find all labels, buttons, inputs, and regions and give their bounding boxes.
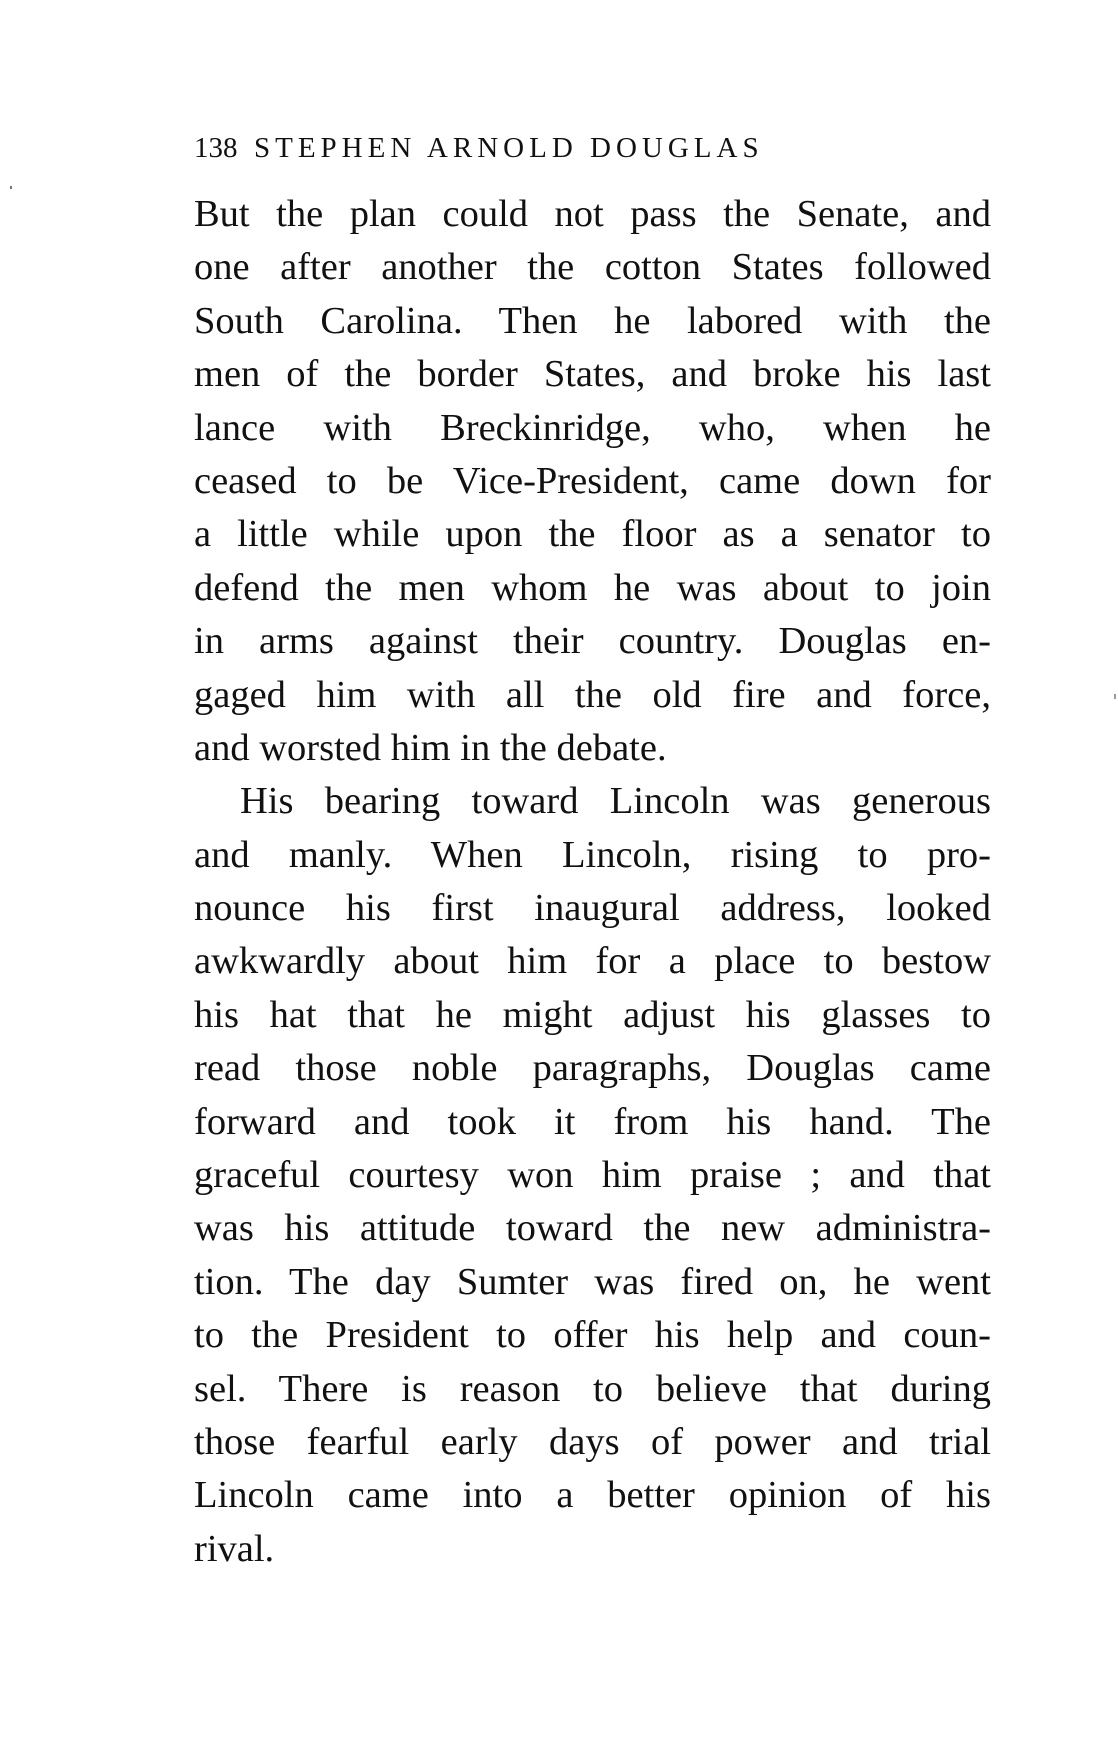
body-text [194, 188, 991, 1576]
text-line: sel. There is reason to believe that during [194, 1367, 991, 1410]
text-line: nounce his first inaugural address, looked [194, 887, 991, 930]
text-line: one after another the cotton States followed [194, 246, 991, 289]
running-head [194, 128, 994, 168]
text-line: forward and took it from his hand. The [194, 1100, 991, 1143]
text-line: lance with Breckinridge, who, when he [194, 406, 991, 449]
text-line: graceful courtesy won him praise ; and that [194, 1154, 991, 1197]
text-line: ceased to be Vice-President, came down for [194, 459, 991, 502]
text-line: defend the men whom he was about to join [194, 566, 991, 609]
text-line: and manly. When Lincoln, rising to pro- [194, 833, 991, 876]
text-line: Lincoln came into a better opinion of his [194, 1474, 991, 1517]
text-line: tion. The day Sumter was fired on, he went [194, 1260, 991, 1303]
text-line: was his attitude toward the new administra- [194, 1207, 991, 1250]
text-line: his hat that he might adjust his glasses to [194, 993, 991, 1036]
text-line: in arms against their country. Douglas en- [194, 620, 991, 663]
text-line: men of the border States, and broke his last [194, 353, 991, 396]
text-line: those fearful early days of power and trial [194, 1420, 991, 1463]
paragraph-end-line: and worsted him in the debate. [194, 726, 667, 769]
paragraph-end-line: rival. [194, 1527, 275, 1570]
text-line: South Carolina. Then he labored with the [194, 299, 991, 342]
text-line: gaged him with all the old fire and force, [194, 673, 991, 716]
text-line: awkwardly about him for a place to bestow [194, 940, 991, 983]
scan-speck [10, 186, 12, 189]
text-line: a little while upon the floor as a senator to [194, 513, 991, 556]
text-line: But the plan could not pass the Senate, and [194, 193, 991, 235]
page-number: 138 [194, 132, 238, 164]
text-line: read those noble paragraphs, Douglas came [194, 1047, 991, 1090]
text-line: to the President to offer his help and coun- [194, 1314, 991, 1357]
paragraph-start-line: His bearing toward Lincoln was generous [240, 780, 991, 823]
scan-edge-mark [1114, 694, 1116, 699]
book-title: STEPHEN ARNOLD DOUGLAS [254, 132, 764, 164]
